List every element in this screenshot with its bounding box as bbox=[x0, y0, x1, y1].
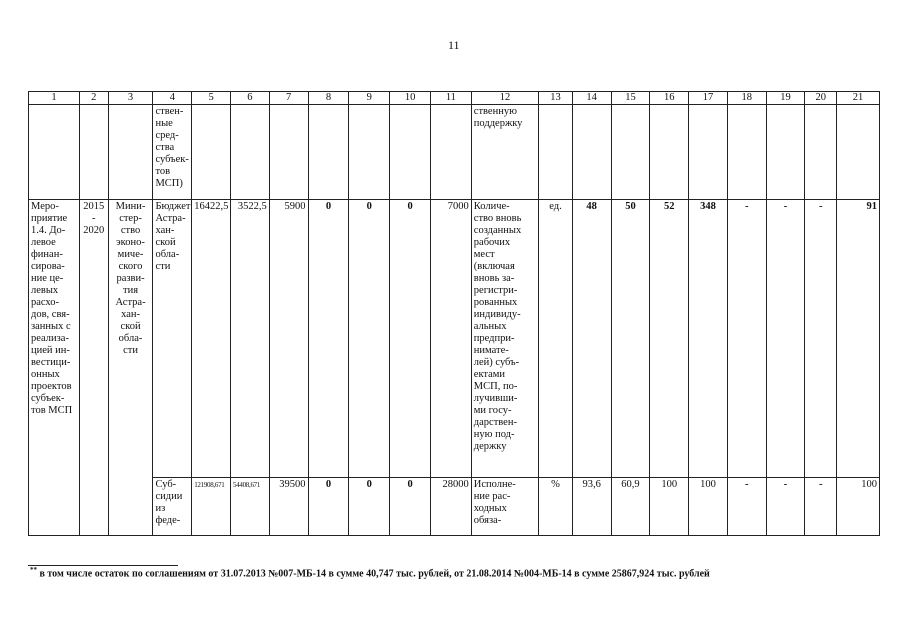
executor-cell: Мини- стер- ство эконо- миче- ского разви- тия Астра- хан- ской обла- сти bbox=[108, 200, 153, 536]
value-cell-17: 348 bbox=[689, 200, 728, 478]
col-number-21: 21 bbox=[837, 92, 880, 105]
col-number-13: 13 bbox=[539, 92, 573, 105]
footnote bbox=[30, 566, 710, 579]
funding-source-cell: Суб- сидии из феде- bbox=[153, 478, 192, 536]
cell bbox=[805, 105, 837, 200]
value-cell-8: 0 bbox=[308, 478, 349, 536]
col-number-12: 12 bbox=[471, 92, 538, 105]
value-cell-6: 54408,671 bbox=[231, 478, 270, 536]
value-cell-7: 39500 bbox=[269, 478, 308, 536]
footnote-text: в том числе остаток по соглашениям от 31.07.2013 №007-МБ-14 в сумме 40,747 тыс. рублей, от 21.08.2014 №004-МБ-14 в сумме 25867,924 тыс. рублей bbox=[37, 568, 710, 580]
cell bbox=[539, 105, 573, 200]
value-cell-15: 60,9 bbox=[611, 478, 650, 536]
col-number-6: 6 bbox=[231, 92, 270, 105]
value-cell-20: - bbox=[805, 478, 837, 536]
indicator-continued-cell: ственную поддержку bbox=[471, 105, 538, 200]
value-cell-19: - bbox=[766, 478, 805, 536]
cell bbox=[231, 105, 270, 200]
col-number-7: 7 bbox=[269, 92, 308, 105]
value-cell-21: 100 bbox=[837, 478, 880, 536]
cell bbox=[837, 105, 880, 200]
cell bbox=[572, 105, 611, 200]
cell bbox=[689, 105, 728, 200]
event-name-cell: Меро- приятие 1.4. До- левое финан- сирова- ние це- левых расхо- дов, свя- занных с реализа- цией ин- вестици- онных проектов субъек- тов МСП bbox=[29, 200, 80, 536]
col-number-8: 8 bbox=[308, 92, 349, 105]
value-cell-20: - bbox=[805, 200, 837, 478]
value-cell-9: 0 bbox=[349, 200, 390, 478]
value-cell-14: 48 bbox=[572, 200, 611, 478]
col-number-1: 1 bbox=[29, 92, 80, 105]
unit-cell: ед. bbox=[539, 200, 573, 478]
cell bbox=[108, 105, 153, 200]
cell bbox=[430, 105, 471, 200]
value-cell-21: 91 bbox=[837, 200, 880, 478]
cell bbox=[308, 105, 349, 200]
value-cell-14: 93,6 bbox=[572, 478, 611, 536]
col-number-18: 18 bbox=[727, 92, 766, 105]
col-number-17: 17 bbox=[689, 92, 728, 105]
col-number-11: 11 bbox=[430, 92, 471, 105]
value-cell-19: - bbox=[766, 200, 805, 478]
value-cell-16: 100 bbox=[650, 478, 689, 536]
col-number-9: 9 bbox=[349, 92, 390, 105]
footnote-mark: ** bbox=[30, 566, 37, 574]
cell bbox=[192, 105, 231, 200]
col-number-10: 10 bbox=[390, 92, 431, 105]
indicator-cell: Количе- ство вновь созданных рабочих мест (включая вновь за- регистри- рованных индивиду- альных предпри- нимате- лей) субъ- ектами МСП, по- лучивши- ми госу- дарствен- ную под- держку bbox=[471, 200, 538, 478]
col-number-19: 19 bbox=[766, 92, 805, 105]
cell bbox=[269, 105, 308, 200]
cell bbox=[80, 105, 109, 200]
value-cell-7: 5900 bbox=[269, 200, 308, 478]
value-cell-6: 3522,5 bbox=[231, 200, 270, 478]
value-cell-8: 0 bbox=[308, 200, 349, 478]
value-cell-9: 0 bbox=[349, 478, 390, 536]
unit-cell: % bbox=[539, 478, 573, 536]
page-number: 11 bbox=[448, 38, 460, 52]
col-number-4: 4 bbox=[153, 92, 192, 105]
cell bbox=[390, 105, 431, 200]
col-number-15: 15 bbox=[611, 92, 650, 105]
period-cell: 2015 - 2020 bbox=[80, 200, 109, 536]
cell bbox=[29, 105, 80, 200]
value-cell-5: 16422,5 bbox=[192, 200, 231, 478]
col-number-5: 5 bbox=[192, 92, 231, 105]
cell bbox=[611, 105, 650, 200]
col-number-14: 14 bbox=[572, 92, 611, 105]
cell bbox=[727, 105, 766, 200]
col-number-2: 2 bbox=[80, 92, 109, 105]
column-number-row bbox=[29, 92, 880, 105]
cell bbox=[349, 105, 390, 200]
cell bbox=[650, 105, 689, 200]
col-number-3: 3 bbox=[108, 92, 153, 105]
value-cell-18: - bbox=[727, 200, 766, 478]
source-continued-cell: ствен- ные сред- ства субъек- тов МСП) bbox=[153, 105, 192, 200]
value-cell-5: 121908,671 bbox=[192, 478, 231, 536]
value-cell-11: 7000 bbox=[430, 200, 471, 478]
indicator-cell: Исполне- ние рас- ходных обяза- bbox=[471, 478, 538, 536]
value-cell-10: 0 bbox=[390, 478, 431, 536]
value-cell-10: 0 bbox=[390, 200, 431, 478]
value-cell-18: - bbox=[727, 478, 766, 536]
table-row-continued bbox=[29, 105, 880, 200]
table-row-regional-budget bbox=[29, 200, 880, 478]
program-table bbox=[28, 91, 880, 536]
value-cell-17: 100 bbox=[689, 478, 728, 536]
value-cell-11: 28000 bbox=[430, 478, 471, 536]
cell bbox=[766, 105, 805, 200]
col-number-20: 20 bbox=[805, 92, 837, 105]
table-row-federal-subsidy bbox=[29, 478, 880, 536]
col-number-16: 16 bbox=[650, 92, 689, 105]
value-cell-15: 50 bbox=[611, 200, 650, 478]
funding-source-cell: Бюджет Астра- хан- ской обла- сти bbox=[153, 200, 192, 478]
value-cell-16: 52 bbox=[650, 200, 689, 478]
